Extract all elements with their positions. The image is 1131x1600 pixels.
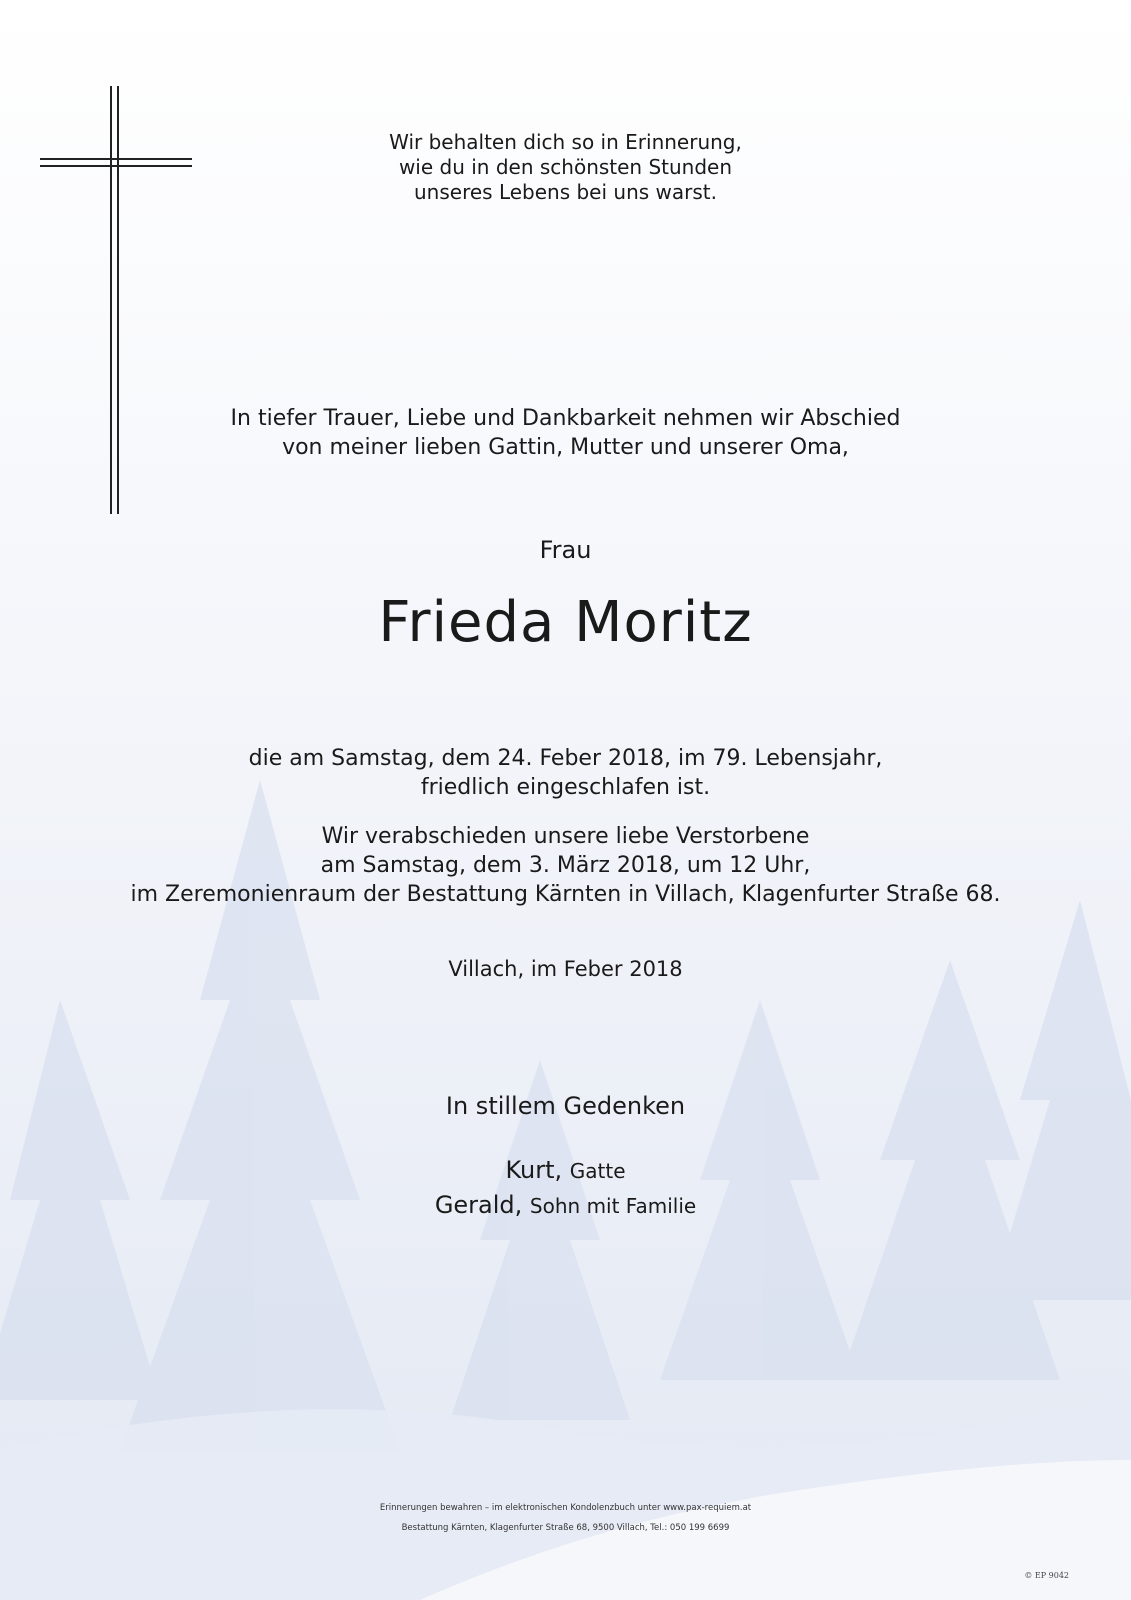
mourner-name: Gerald <box>434 1191 515 1219</box>
ceremony-line: Wir verabschieden unsere liebe Verstorbene <box>321 824 810 849</box>
salutation: Frau <box>539 536 592 564</box>
ceremony-details <box>0 822 1131 909</box>
quote-line: wie du in den schönsten Stunden <box>398 155 733 179</box>
mourners-list <box>0 1153 1131 1223</box>
mourner-entry: Gerald, Sohn mit Familie <box>434 1191 697 1219</box>
place-and-date: Villach, im Feber 2018 <box>448 957 683 981</box>
ceremony-line: im Zeremonienraum der Bestattung Kärnten in Villach, Klagenfurter Straße 68. <box>130 882 1001 907</box>
intro-line: von meiner lieben Gattin, Mutter und unserer Oma, <box>282 435 849 460</box>
mourner-name: Kurt <box>505 1156 555 1184</box>
memorial-heading: In stillem Gedenken <box>445 1092 686 1120</box>
death-notice <box>0 744 1131 802</box>
farewell-intro <box>0 404 1131 462</box>
deceased-name: Frieda Moritz <box>378 590 753 655</box>
footer-info <box>0 1498 1131 1538</box>
footer-condolence-line: Erinnerungen bewahren – im elektronischen Kondolenzbuch unter www.pax-requiem.at <box>379 1503 752 1513</box>
quote-line: Wir behalten dich so in Erinnerung, <box>389 130 742 154</box>
footer-contact-line: Bestattung Kärnten, Klagenfurter Straße 68, 9500 Villach, Tel.: 050 199 6699 <box>401 1523 730 1533</box>
intro-line: In tiefer Trauer, Liebe und Dankbarkeit nehmen wir Abschied <box>230 406 901 431</box>
mourner-role: Gatte <box>569 1159 626 1183</box>
quote-line: unseres Lebens bei uns warst. <box>414 180 717 204</box>
death-notice-line: die am Samstag, dem 24. Feber 2018, im 79. Lebensjahr, <box>248 746 883 771</box>
mourner-role: Sohn mit Familie <box>529 1194 697 1218</box>
ceremony-line: am Samstag, dem 3. März 2018, um 12 Uhr, <box>320 853 811 878</box>
memorial-quote <box>0 130 1131 205</box>
death-notice-line: friedlich eingeschlafen ist. <box>420 775 711 800</box>
print-code: © EP 9042 <box>1024 1571 1069 1580</box>
mourner-entry: Kurt, Gatte <box>505 1156 626 1184</box>
